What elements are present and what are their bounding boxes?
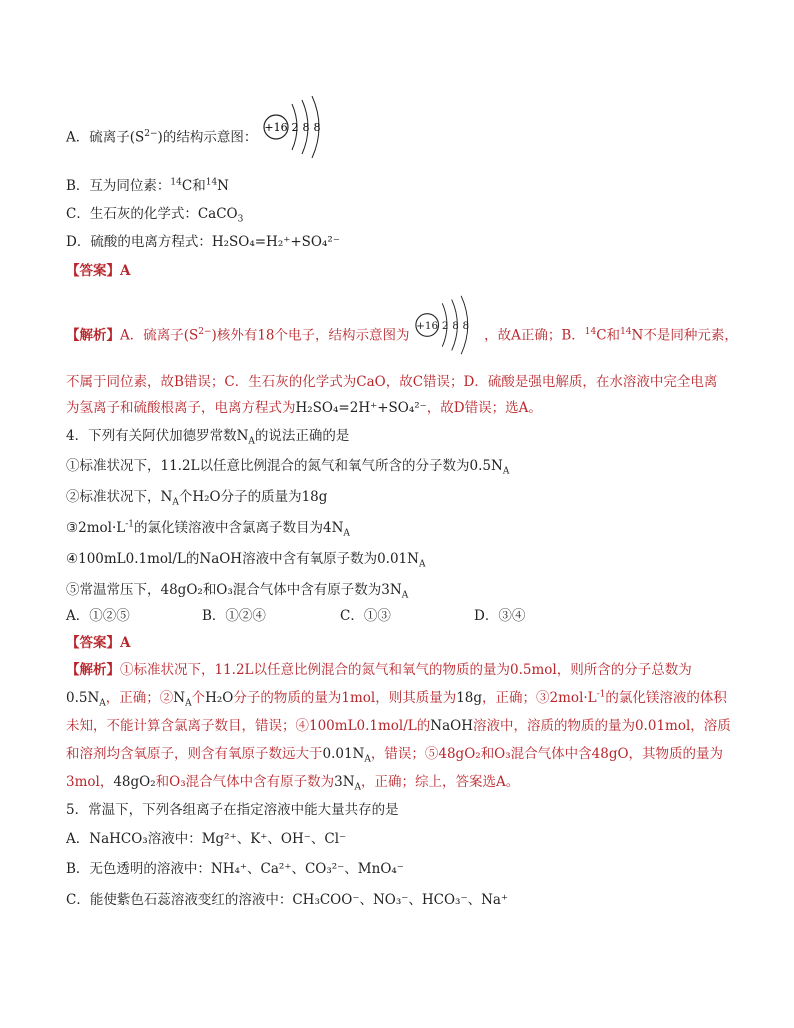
sulfide-structure-diagram xyxy=(262,96,332,158)
analysis-atom-nucleus: +16 xyxy=(416,319,438,332)
q3-analysis-line-3: 为氢离子和硫酸根离子，电离方程式为H₂SO₄=2H⁺+SO₄²⁻，故D错误；选A。 xyxy=(66,400,542,416)
atom-shell-2: 8 xyxy=(302,121,310,134)
q3-analysis-line-2: 不属于同位素，故B错误；C．生石灰的化学式为CaO，故C错误；D．硫酸是强电解质，在水溶液中完全电离 xyxy=(66,374,718,390)
q4-analysis-line-4: 和溶剂均含氧原子，则含有氧原子数远大于$0.01N_A$，错误；⑤48gO₂和O₃混合气体中含48gO，其物质的量为 xyxy=(66,746,724,765)
q3-analysis-line-1: 【解析】A．硫离子$(S^{2-})$核外有18个电子，结构示意图为 +16 2 8 8 ，故A正确；B．$^{14}$C和$^{14}$N不是同种元素， xyxy=(66,316,738,356)
q3-answer: 【答案】A xyxy=(66,263,131,279)
q5-option-b[interactable]: B．无色透明的溶液中：NH₄⁺、Ca²⁺、CO₃²⁻、MnO₄⁻ xyxy=(66,861,404,877)
analysis-structure-diagram xyxy=(414,294,480,356)
q4-option-b[interactable]: B．①②④ xyxy=(202,608,266,624)
q4-analysis-line-5: 3mol，48gO₂和O₃混合气体中含有原子数为$3N_A$，正确；综上，答案选A。 xyxy=(66,774,520,793)
atom-nucleus-label: +16 xyxy=(264,121,288,134)
analysis-shell-2: 8 xyxy=(451,319,459,332)
q4-stem: 4．下列有关阿伏加德罗常数$N_A$的说法正确的是 xyxy=(66,428,350,447)
q4-option-d[interactable]: D．③④ xyxy=(474,608,526,624)
q3-option-a: A．硫离子$(S^{2-})$的结构示意图： +16 2 8 8 xyxy=(66,118,332,158)
q5-option-c[interactable]: C．能使紫色石蕊溶液变红的溶液中：CH₃COO⁻、NO₃⁻、HCO₃⁻、Na⁺ xyxy=(66,892,509,908)
q5-option-a[interactable]: A．NaHCO₃溶液中：Mg²⁺、K⁺、OH⁻、Cl⁻ xyxy=(66,831,347,847)
q5-stem: 5．常温下，下列各组离子在指定溶液中能大量共存的是 xyxy=(66,802,399,818)
q4-answer: 【答案】A xyxy=(66,635,131,651)
q3-option-d: D．硫酸的电离方程式：H₂SO₄=H₂⁺+SO₄²⁻ xyxy=(66,234,340,250)
analysis-shell-3: 8 xyxy=(462,319,469,332)
q4-item-1: ①标准状况下，11.2L以任意比例混合的氮气和氧气所含的分子数为$0.5N_A$ xyxy=(66,458,510,477)
q4-analysis-line-2: $0.5N_A$，正确；$②N_A$个H₂O分子的物质的量为1mol，则其质量为18g，正确；$③2mol\cdot L^{-1}$的氯化镁溶液的体积 xyxy=(66,689,727,709)
q4-option-a[interactable]: A．①②⑤ xyxy=(66,608,130,624)
q4-analysis-line-1: 【解析】①标准状况下，11.2L以任意比例混合的氮气和氧气的物质的量为0.5mol，则所含的分子总数为 xyxy=(66,662,692,678)
q4-item-5: ⑤常温常压下，48gO₂和O₃混合气体中含有原子数为$3N_A$ xyxy=(66,582,409,601)
q4-item-3: $③2mol\cdot L^{-1}$的氯化镁溶液中含氯离子数目为$4N_A$ xyxy=(66,519,350,539)
q4-item-2: ②标准状况下，$N_A$个H₂O分子的质量为18g xyxy=(66,489,328,508)
q4-option-c[interactable]: C．①③ xyxy=(340,608,391,624)
q3-option-b: B．互为同位素：$^{14}$C和$^{14}$N xyxy=(66,177,229,194)
q4-analysis-line-3: 未知，不能计算含氯离子数目，错误；④100mL0.1mol/L的NaOH溶液中，溶质的物质的量为0.01mol，溶质 xyxy=(66,718,731,734)
atom-shell-3: 8 xyxy=(313,121,321,134)
q3-option-c: C．生石灰的化学式：CaCO$_3$ xyxy=(66,206,244,225)
analysis-shell-1: 2 xyxy=(441,319,449,332)
q4-item-4: ④100mL0.1mol/L的NaOH溶液中含有氧原子数为$0.01N_A$ xyxy=(66,551,426,570)
atom-shell-1: 2 xyxy=(291,121,299,134)
